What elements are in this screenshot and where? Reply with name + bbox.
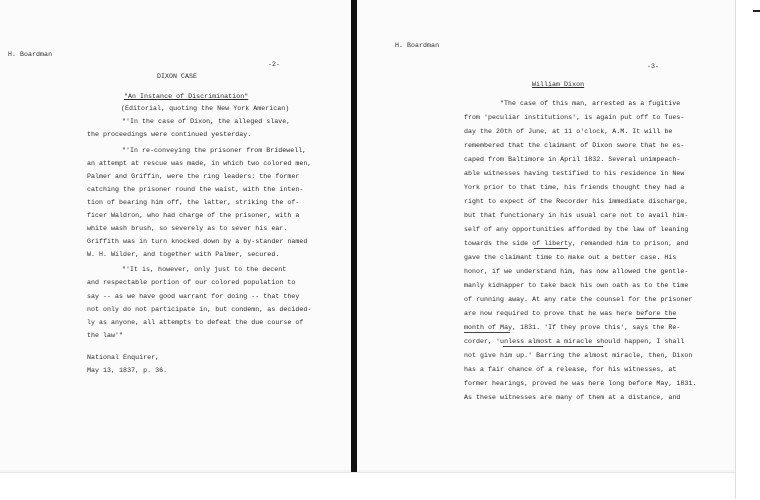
right-line: As these witnesses are many of them at a distance, and	[464, 394, 681, 401]
left-subtitle: "An Instance of Discrimination"	[124, 93, 249, 100]
right-line: has a fair chance of a release, for his witnesses, at	[464, 366, 677, 373]
left-page-number: -2-	[268, 61, 281, 68]
scan-bottom-margin	[0, 472, 735, 500]
right-line: but that functionary in his usual care not to avail him-	[464, 212, 689, 219]
right-line: of running away. At any rate the counsel for the prisoner	[464, 296, 693, 303]
right-line: able witnesses having testified to his residence in New	[464, 170, 685, 177]
left-line: ficer Waldron, who had charge of the prisoner, with a	[87, 212, 300, 219]
left-page	[0, 0, 351, 470]
left-line: tion of bearing him off, the latter, striking the of-	[87, 199, 300, 206]
right-line: not give him up.' Barring the almost miracle, then, Dixon	[464, 352, 693, 359]
left-line: "'In re-conveying the prisoner from Bridewell,	[122, 147, 307, 154]
right-line: corder, 'unless almost a miracle should happen, I shall	[464, 338, 685, 345]
right-page	[357, 0, 735, 470]
left-line: ly as anyone, all attempts to defeat the due course of	[87, 319, 304, 326]
left-line: Palmer and Griffin, were the ring leaders: the former	[87, 173, 300, 180]
left-line: Griffith was in turn knocked down by a by-stander named	[87, 238, 308, 245]
right-line: York prior to that time, his friends thought they had a	[464, 184, 685, 191]
left-header: H. Boardman	[8, 51, 53, 58]
right-line: caped from Baltimore in April 1832. Several unimpeach-	[464, 156, 681, 163]
right-line: month of May, 1831. 'If they prove this', says the Re-	[464, 324, 681, 331]
left-line: W. H. Wilder, and together with Palmer, secured.	[87, 251, 280, 258]
left-line: "'It is, however, only just to the decent	[122, 266, 287, 273]
right-line: day the 20th of June, at 11 o'clock, A.M. It will be	[464, 128, 673, 135]
left-line: catching the prisoner round the waist, with the inten-	[87, 186, 304, 193]
left-line: the proceedings were continued yesterday.	[87, 131, 252, 138]
corner-mark	[753, 10, 760, 12]
right-line: former hearings, proved he was here long before May, 1831.	[464, 380, 697, 387]
underline-before-the	[636, 318, 676, 319]
right-line: honor, if we understand him, has now allowed the gentle-	[464, 268, 689, 275]
right-line: manly kidnapper to take back his own oath as to the time	[464, 282, 689, 289]
right-title: William Dixon	[532, 81, 585, 88]
right-line: right to expect of the Recorder his immediate discharge,	[464, 198, 689, 205]
left-source-note: (Editorial, quoting the New York American)	[121, 105, 290, 112]
right-line: towards the side of liberty, remanded him to prison, and	[464, 240, 689, 247]
right-line: gave the claimant time to make out a better case. His	[464, 254, 677, 261]
left-line: "'In the case of Dixon, the alleged slave,	[122, 118, 291, 125]
left-line: and respectable portion of our colored population to	[87, 279, 296, 286]
underline-liberty	[534, 248, 568, 249]
underline-month-of-may	[464, 332, 510, 333]
right-line: self of any opportunities afforded by the law of leaning	[464, 226, 689, 233]
underline-unless-almost-miracle	[503, 346, 603, 347]
left-citation-line: May 13, 1837, p. 36.	[87, 367, 168, 374]
scan-right-margin	[735, 0, 760, 499]
right-line: are now required to prove that he was here before the	[464, 310, 677, 317]
right-page-number: -3-	[647, 63, 660, 70]
right-line: from 'peculiar institutions', is again put off to Tues-	[464, 114, 685, 121]
left-line: an attempt at rescue was made, in which two colored men,	[87, 160, 312, 167]
right-line: "The case of this man, arrested as a fugitive	[500, 100, 681, 107]
right-header: H. Boardman	[395, 42, 440, 49]
right-line: remembered that the claimant of Dixon swore that he es-	[464, 142, 685, 149]
left-citation-line: National Enquirer,	[87, 354, 160, 361]
left-line: say -- as we have good warrant for doing -- that they	[87, 293, 300, 300]
left-title: DIXON CASE	[157, 73, 198, 80]
left-line: the law'"	[87, 332, 124, 339]
left-line: not only do not participate in, but condemn, as decided-	[87, 306, 312, 313]
left-line: white wash brush, so severely as to sever his ear.	[87, 225, 288, 232]
